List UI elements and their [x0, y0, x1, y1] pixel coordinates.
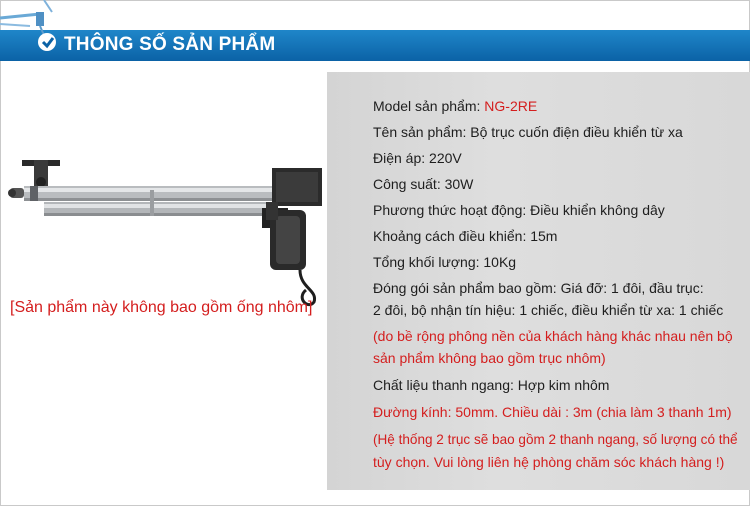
spec-diameter: Đường kính: 50mm. Chiều dài : 3m (chia làm 3 thanh 1m) [373, 404, 732, 420]
roller-product-image [0, 150, 330, 310]
spec-weight: Tổng khối lượng: 10Kg [373, 254, 517, 270]
camera-stand-icon [0, 0, 70, 62]
spec-package-line-1: Đóng gói sản phẩm bao gồm: Giá đỡ: 1 đôi, đầu trục: [373, 280, 704, 296]
spec-name: Tên sản phẩm: Bộ trục cuốn điện điều khiển từ xa [373, 124, 683, 140]
spec-material: Chất liệu thanh ngang: Hợp kim nhôm [373, 377, 610, 393]
spec-power: Công suất: 30W [373, 176, 474, 192]
spec-system-note-line-2: tùy chọn. Vui lòng liên hệ phòng chăm sóc khách hàng !) [373, 454, 725, 470]
spec-model-value: NG-2RE [484, 98, 538, 114]
spec-distance: Khoảng cách điều khiển: 15m [373, 228, 558, 244]
page-title: THÔNG SỐ SẢN PHẨM [64, 34, 276, 55]
spec-package-note-line-1: (do bề rộng phông nền của khách hàng khác nhau nên bộ [373, 328, 733, 344]
spec-model-label: Model sản phẩm: [373, 98, 485, 114]
spec-system-note-line-1: (Hệ thống 2 trục sẽ bao gồm 2 thanh ngang, số lượng có thể [373, 431, 738, 447]
spec-package-note-line-2: sản phẩm không bao gồm trục nhôm) [373, 350, 606, 366]
spec-model [373, 98, 537, 114]
spec-voltage: Điện áp: 220V [373, 150, 462, 166]
spec-operation: Phương thức hoạt động: Điều khiển không dây [373, 202, 665, 218]
spec-package-line-2: 2 đôi, bộ nhận tín hiệu: 1 chiếc, điều khiển từ xa: 1 chiếc [373, 302, 724, 318]
product-note: [Sản phẩm này không bao gồm ống nhôm] [10, 299, 313, 316]
